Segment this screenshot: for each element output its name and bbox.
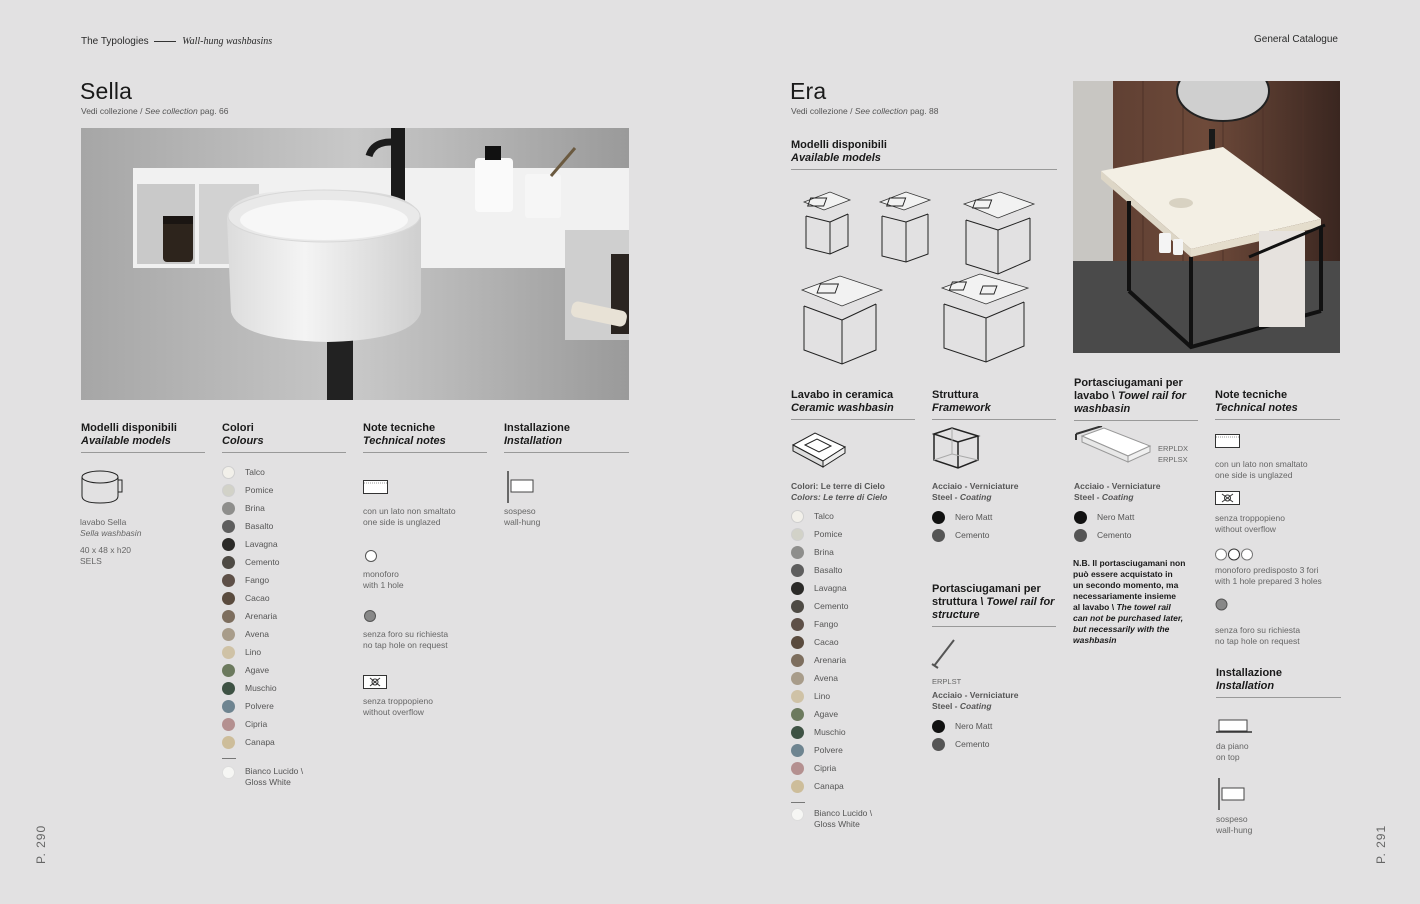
colour-swatch (791, 561, 849, 579)
swatch-label: Nero Matt (1097, 512, 1135, 522)
note-en: with 1 hole prepared 3 holes (1215, 576, 1322, 586)
colour-swatch (791, 615, 849, 633)
rail-code-left: ERPLSX (1158, 455, 1188, 464)
note-it: senza troppopieno (363, 696, 433, 706)
breadcrumb-divider (154, 41, 176, 42)
swatch-label: Talco (245, 467, 265, 477)
swatch-label: Lino (814, 691, 831, 701)
colour-divider (791, 802, 805, 803)
swatch-label: Agave (814, 709, 839, 719)
colour-swatch (222, 499, 280, 517)
material-it: Acciaio - Verniciature (932, 690, 1019, 700)
swatch-dot (222, 556, 235, 569)
swatch-dot (791, 654, 804, 667)
colour-swatch (791, 741, 849, 759)
swatch-dot (222, 646, 235, 659)
swatch-label: Fango (245, 575, 270, 585)
note-en: no tap hole on request (363, 640, 448, 650)
swatch-dot (222, 718, 235, 731)
material-it: Acciaio - Verniciature (1074, 481, 1161, 491)
section-title-en: Colours (222, 435, 264, 447)
swatch-label: Lino (245, 647, 262, 657)
swatch-label-en: Gloss White (245, 777, 291, 787)
sella-product-photo (81, 128, 629, 400)
section-header-rail-basin (1074, 377, 1198, 421)
section-header-colours (222, 422, 346, 453)
section-title-it: Installazione (1216, 667, 1283, 679)
section-title-it: Modelli disponibili (791, 139, 887, 151)
model-name-it: lavabo Sella (80, 517, 127, 527)
swatch-label (814, 808, 872, 830)
colour-swatch (932, 526, 992, 544)
section-title-it: Struttura (932, 389, 979, 401)
section-title-it: Installazione (504, 422, 571, 434)
colour-swatch (222, 463, 280, 481)
collection-ref (81, 106, 228, 116)
note-en: without overflow (1215, 524, 1276, 534)
nb-line: necessariamente insieme (1073, 591, 1177, 601)
section-title-en: Installation (1216, 680, 1275, 692)
nb-line: può essere acquistato in (1073, 569, 1173, 579)
section-header-models (81, 422, 205, 453)
swatch-dot (791, 546, 804, 559)
colour-swatch (222, 553, 280, 571)
note-en: with 1 hole (363, 580, 404, 590)
swatch-label (245, 766, 303, 788)
unglazed-side-icon (363, 480, 389, 494)
swatch-label: Basalto (245, 521, 274, 531)
note-it: senza foro su richiesta (363, 629, 449, 639)
nb-line-en: The towel rail (1116, 602, 1171, 612)
page-number: P. 291 (1374, 824, 1388, 864)
section-header-installation (1216, 667, 1341, 698)
swatch-dot (791, 672, 804, 685)
towel-rail-structure-icon (930, 636, 960, 670)
section-title-it-2: lavabo \ (1074, 390, 1119, 402)
swatch-label: Avena (245, 629, 269, 639)
install-it: sospeso (504, 506, 536, 516)
colour-swatch (791, 705, 849, 723)
nb-line: un secondo momento, ma (1073, 580, 1179, 590)
rail-code-right: ERPLDX (1158, 444, 1189, 453)
section-title-en: Available models (81, 435, 171, 447)
install-en: wall-hung (1216, 825, 1253, 835)
swatch-dot (791, 762, 804, 775)
swatch-dot (791, 780, 804, 793)
swatch-label: Cipria (245, 719, 268, 729)
swatch-label: Cacao (814, 637, 839, 647)
swatch-label: Cemento (814, 601, 849, 611)
nb-line: al lavabo \ (1073, 602, 1117, 612)
section-header-framework (932, 389, 1056, 420)
section-header-installation (504, 422, 629, 453)
install-wall-hung (1216, 814, 1252, 836)
install-it: da piano (1216, 741, 1249, 751)
swatch-label: Lavagna (245, 539, 278, 549)
note-it: monoforo (363, 569, 399, 579)
sella-washbasin-icon (80, 468, 124, 506)
swatch-label: Muschio (814, 727, 846, 737)
swatch-label: Avena (814, 673, 838, 683)
note-it: con un lato non smaltato (363, 506, 456, 516)
swatch-dot (791, 618, 804, 631)
rail-basin-codes (1158, 443, 1188, 465)
caption-en: Colors: Le terre di Cielo (791, 492, 888, 502)
collection-ref-en: See collection (144, 106, 198, 116)
colour-swatch (222, 733, 280, 751)
breadcrumb-section: The Typologies (81, 36, 149, 47)
colour-swatch (791, 543, 849, 561)
colour-swatch (791, 687, 849, 705)
section-title-en-2: washbasin (1074, 403, 1131, 415)
swatch-label: Arenaria (814, 655, 847, 665)
swatch-dot (222, 502, 235, 515)
note-en: without overflow (363, 707, 424, 717)
swatch-label: Nero Matt (955, 512, 993, 522)
page-number: P. 290 (34, 824, 48, 864)
install-en: on top (1216, 752, 1240, 762)
colour-swatch (222, 535, 280, 553)
note-no-overflow (363, 696, 433, 718)
colour-divider (222, 758, 236, 759)
material-en-coating: Coating (959, 492, 992, 502)
model-code: SELS (80, 556, 102, 566)
colour-swatch (1074, 526, 1134, 544)
rail-structure-colours (932, 717, 992, 753)
colour-swatch (222, 661, 280, 679)
note-en: one side is unglazed (1215, 470, 1293, 480)
framework-colours (932, 508, 992, 544)
ceramic-colours-caption (791, 481, 887, 503)
material-en: Steel - (1074, 492, 1102, 502)
note-three-holes (1215, 565, 1322, 587)
section-header-rail-structure (932, 583, 1056, 627)
install-wall-hung (504, 506, 540, 528)
material-en: Steel - (932, 701, 960, 711)
note-one-hole (363, 569, 404, 591)
collection-ref (791, 106, 938, 116)
colour-swatch-gloss (222, 766, 303, 788)
colour-swatch (222, 607, 280, 625)
colour-swatch (791, 597, 849, 615)
install-on-top (1216, 741, 1249, 763)
swatch-dot (791, 582, 804, 595)
section-header-ceramic (791, 389, 915, 420)
swatch-dot (791, 808, 804, 821)
section-title-it-2: struttura (932, 596, 981, 608)
swatch-label-en: Gloss White (814, 819, 860, 829)
collection-ref-page: pag. 66 (197, 106, 229, 116)
section-title-it: Portasciugamani per (932, 583, 1041, 595)
swatch-label: Brina (814, 547, 834, 557)
note-it: con un lato non smaltato (1215, 459, 1308, 469)
swatch-label-it: Bianco Lucido \ (245, 766, 304, 776)
colour-swatch (791, 633, 849, 651)
catalogue-label: General Catalogue (1254, 34, 1338, 45)
note-unglazed (1215, 459, 1308, 481)
colour-swatch-gloss (791, 808, 872, 830)
swatch-label: Canapa (245, 737, 275, 747)
note-it: monoforo predisposto 3 fori (1215, 565, 1319, 575)
swatch-label: Canapa (814, 781, 844, 791)
section-title-it: Note tecniche (363, 422, 436, 434)
swatch-label: Cemento (955, 530, 990, 540)
note-en: no tap hole on request (1215, 636, 1300, 646)
era-model-small-2 (880, 192, 930, 262)
install-it: sospeso (1216, 814, 1248, 824)
swatch-dot (791, 744, 804, 757)
swatch-label-it: Bianco Lucido \ (814, 808, 873, 818)
swatch-dot (791, 636, 804, 649)
colour-swatch (222, 715, 280, 733)
note-it: senza foro su richiesta (1215, 625, 1301, 635)
swatch-dot (222, 592, 235, 605)
era-model-medium (964, 192, 1034, 274)
sella-colour-list (222, 463, 280, 751)
era-product-photo (1073, 81, 1340, 353)
colour-swatch (932, 735, 992, 753)
section-header-notes (1215, 389, 1340, 420)
install-en: wall-hung (504, 517, 541, 527)
nb-line-en: can not be purchased later, (1073, 613, 1184, 623)
colour-swatch (222, 589, 280, 607)
swatch-dot (222, 610, 235, 623)
era-model-small-1 (804, 192, 850, 254)
swatch-dot (222, 484, 235, 497)
material-en: Steel - (932, 492, 960, 502)
swatch-dot (791, 564, 804, 577)
wall-hung-icon (1218, 778, 1248, 810)
era-colour-list (791, 507, 849, 795)
section-title-en: Towel rail for (1118, 390, 1187, 402)
wall-hung-icon (507, 471, 535, 503)
framework-material (932, 481, 1018, 503)
note-it: senza troppopieno (1215, 513, 1285, 523)
swatch-dot (222, 520, 235, 533)
material-en-coating: Coating (959, 701, 992, 711)
swatch-label: Cacao (245, 593, 270, 603)
swatch-label: Cemento (955, 739, 990, 749)
swatch-dot (791, 600, 804, 613)
note-no-tap-hole (1215, 625, 1300, 647)
swatch-dot (791, 690, 804, 703)
colour-swatch (791, 525, 849, 543)
rail-basin-colours (1074, 508, 1134, 544)
on-top-install-icon (1216, 718, 1252, 736)
section-title-it: Lavabo in ceramica (791, 389, 894, 401)
colour-swatch (222, 625, 280, 643)
ceramic-washbasin-icon (791, 431, 847, 471)
model-info (80, 517, 141, 567)
swatch-dot (791, 726, 804, 739)
swatch-dot (222, 574, 235, 587)
swatch-dot (791, 510, 804, 523)
section-title-en: Framework (932, 402, 991, 414)
swatch-dot (791, 528, 804, 541)
unglazed-side-icon (1215, 434, 1241, 448)
swatch-label: Pomice (814, 529, 843, 539)
swatch-label: Basalto (814, 565, 843, 575)
swatch-label: Polvere (814, 745, 843, 755)
swatch-dot (222, 682, 235, 695)
swatch-label: Lavagna (814, 583, 847, 593)
colour-swatch (791, 507, 849, 525)
section-title-en-2: structure (932, 609, 980, 621)
section-title-it: Modelli disponibili (81, 422, 177, 434)
swatch-dot (791, 708, 804, 721)
model-dimensions: 40 x 48 x h20 (80, 545, 132, 555)
swatch-label: Cipria (814, 763, 837, 773)
colour-swatch (791, 777, 849, 795)
swatch-dot (932, 511, 945, 524)
colour-swatch (791, 651, 849, 669)
swatch-dot (932, 720, 945, 733)
colour-swatch (222, 697, 280, 715)
swatch-label: Polvere (245, 701, 274, 711)
note-no-tap-hole (363, 629, 448, 651)
section-title-it: Portasciugamani per (1074, 377, 1183, 389)
colour-swatch (222, 643, 280, 661)
no-tap-hole-icon (1215, 598, 1228, 611)
collection-ref-it: Vedi collezione / (81, 106, 145, 116)
era-model-large-1 (802, 276, 882, 364)
swatch-dot (222, 736, 235, 749)
era-models-illustration (790, 186, 1060, 372)
swatch-label: Brina (245, 503, 265, 513)
caption-it: Colori: Le terre di Cielo (791, 481, 885, 491)
section-header-notes (363, 422, 487, 453)
swatch-label: Talco (814, 511, 834, 521)
swatch-label: Nero Matt (955, 721, 993, 731)
colour-swatch (791, 723, 849, 741)
swatch-dot (932, 738, 945, 751)
swatch-label: Muschio (245, 683, 277, 693)
note-en: one side is unglazed (363, 517, 441, 527)
no-overflow-icon (1215, 491, 1241, 505)
section-title-en: Technical notes (1215, 402, 1298, 414)
swatch-dot (1074, 529, 1087, 542)
colour-swatch (932, 717, 992, 735)
swatch-dot (932, 529, 945, 542)
material-it: Acciaio - Verniciature (932, 481, 1019, 491)
note-unglazed (363, 506, 456, 528)
colour-swatch (932, 508, 992, 526)
swatch-dot (222, 700, 235, 713)
rail-structure-material (932, 690, 1018, 712)
swatch-dot (222, 466, 235, 479)
collection-ref-page: pag. 88 (907, 106, 939, 116)
swatch-label: Cemento (245, 557, 280, 567)
section-title-en: \ Towel rail for (980, 596, 1055, 608)
no-tap-hole-icon (364, 610, 376, 622)
rail-basin-material (1074, 481, 1160, 503)
nb-line-en: washbasin (1073, 635, 1117, 645)
swatch-dot (1074, 511, 1087, 524)
swatch-dot (222, 628, 235, 641)
colour-swatch (222, 571, 280, 589)
swatch-label: Arenaria (245, 611, 278, 621)
swatch-label: Fango (814, 619, 839, 629)
page-title: Sella (80, 78, 133, 104)
swatch-dot (222, 538, 235, 551)
no-overflow-icon (363, 675, 387, 689)
section-title-it: Note tecniche (1215, 389, 1288, 401)
three-holes-icon (1215, 548, 1255, 561)
swatch-dot (222, 766, 235, 779)
section-title-en: Installation (504, 435, 563, 447)
page-title: Era (790, 78, 827, 104)
towel-rail-basin-icon (1074, 426, 1154, 472)
material-en-coating: Coating (1101, 492, 1134, 502)
collection-ref-it: Vedi collezione / (791, 106, 855, 116)
one-hole-icon (365, 550, 377, 562)
model-name-en: Sella washbasin (80, 528, 142, 538)
nb-line: N.B. Il portasciugamani non (1073, 558, 1186, 568)
section-title-en: Technical notes (363, 435, 446, 447)
colour-swatch (222, 679, 280, 697)
section-title-en: Ceramic washbasin (791, 402, 894, 414)
colour-swatch (1074, 508, 1134, 526)
swatch-label: Cemento (1097, 530, 1132, 540)
note-no-overflow (1215, 513, 1285, 535)
rail-basin-nb (1073, 558, 1203, 646)
colour-swatch (791, 759, 849, 777)
section-title-en: Available models (791, 152, 881, 164)
colour-swatch (222, 481, 280, 499)
breadcrumb (81, 36, 272, 47)
collection-ref-en: See collection (854, 106, 908, 116)
rail-structure-code: ERPLST (932, 677, 962, 686)
colour-swatch (791, 669, 849, 687)
section-header-models (791, 139, 1057, 170)
swatch-label: Agave (245, 665, 270, 675)
section-title-it: Colori (222, 422, 254, 434)
breadcrumb-subsection: Wall-hung washbasins (182, 36, 273, 47)
colour-swatch (791, 579, 849, 597)
swatch-label: Pomice (245, 485, 274, 495)
framework-icon (932, 426, 982, 470)
colour-swatch (222, 517, 280, 535)
nb-line-en: but necessarily with the (1073, 624, 1170, 634)
swatch-dot (222, 664, 235, 677)
era-model-double (942, 274, 1028, 362)
